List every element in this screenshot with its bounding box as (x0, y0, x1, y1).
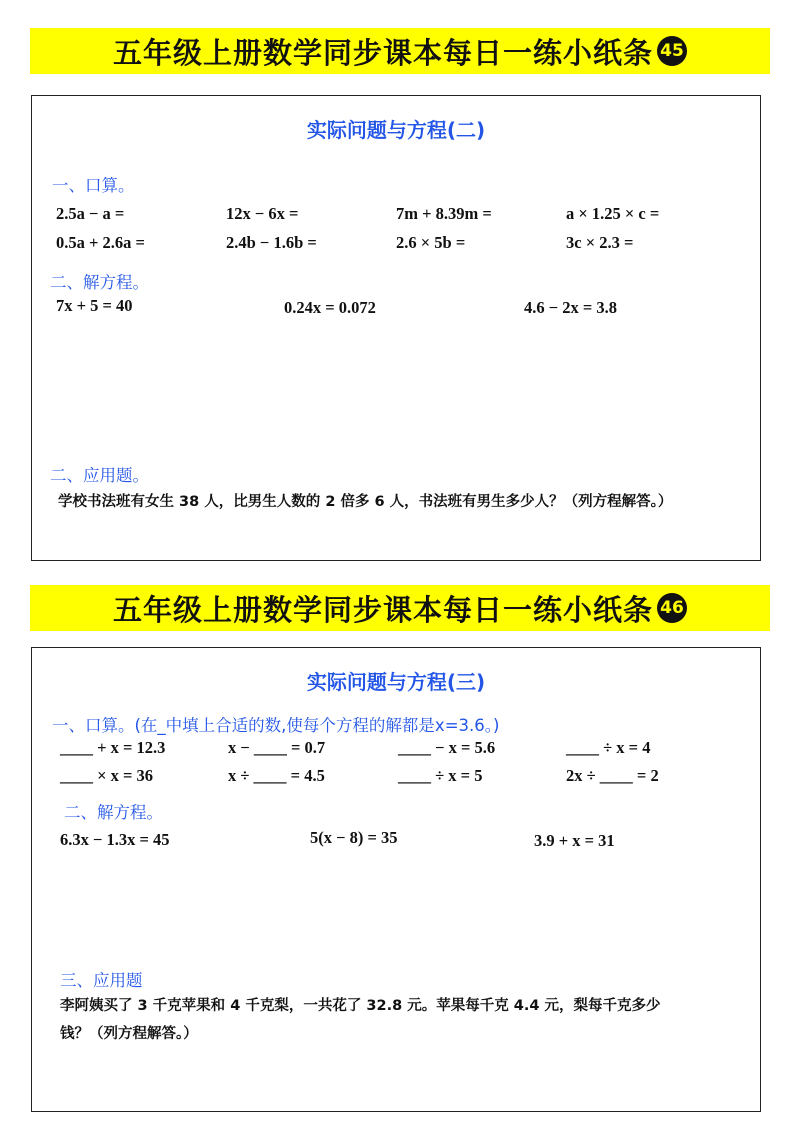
sheet1-banner-title: 五年级上册数学同步课本每日一练小纸条 (112, 35, 653, 70)
sheet1-card (31, 95, 761, 561)
sheet2-oral-item: ____ ÷ x = 5 (398, 766, 483, 785)
sheet2-card (31, 647, 761, 1112)
sheet1-oral-item: 7m + 8.39m = (396, 204, 492, 223)
sheet1-equation: 0.24x = 0.072 (284, 298, 376, 317)
sheet2-section-equation-title: 二、解方程。 (64, 803, 163, 822)
sheet2-equation: 3.9 + x = 31 (534, 831, 615, 850)
sheet2-word-problem-line: 钱？（列方程解答。） (60, 1026, 198, 1042)
sheet1-oral-item: 0.5a + 2.6a = (56, 233, 145, 252)
sheet2-oral-item: ____ + x = 12.3 (60, 738, 166, 757)
sheet1-oral-item: 2.6 × 5b = (396, 233, 466, 252)
sheet2-banner-title: 五年级上册数学同步课本每日一练小纸条 (112, 592, 653, 627)
sheet1-oral-item: 12x − 6x = (226, 204, 299, 223)
sheet2-banner (30, 585, 770, 631)
sheet2-oral-item: x − ____ = 0.7 (228, 738, 326, 757)
sheet1-section-word-problem-title: 二、应用题。 (50, 466, 149, 485)
sheet2-oral-item: ____ × x = 36 (60, 766, 154, 785)
sheet1-oral-item: 2.5a − a = (56, 204, 125, 223)
sheet1-section-oral-title: 一、口算。 (52, 176, 135, 195)
sheet2-section-oral-title: 一、口算。(在_中填上合适的数,使每个方程的解都是x=3.6。) (52, 716, 500, 735)
sheet2-word-problem-line: 李阿姨买了 3 千克苹果和 4 千克梨，一共花了 32.8 元。苹果每千克 4.4 元，梨每千克多少 (60, 998, 661, 1014)
sheet1-equation: 4.6 − 2x = 3.8 (524, 298, 618, 317)
sheet1-word-problem: 学校书法班有女生 38 人，比男生人数的 2 倍多 6 人，书法班有男生多少人？（列方程解答。） (58, 494, 673, 510)
sheet1-equation: 7x + 5 = 40 (56, 296, 133, 315)
sheet2-subtitle: 实际问题与方程(三) (306, 670, 486, 694)
sheet1-oral-item: a × 1.25 × c = (566, 204, 660, 223)
sheet2-oral-item: x ÷ ____ = 4.5 (228, 766, 325, 785)
sheet1-banner (30, 28, 770, 74)
sheet1-banner-number: 45 (657, 36, 687, 66)
sheet2-oral-item: ____ − x = 5.6 (398, 738, 496, 757)
sheet1-oral-item: 3c × 2.3 = (566, 233, 634, 252)
sheet1-subtitle: 实际问题与方程(二) (306, 118, 486, 142)
sheet2-equation: 5(x − 8) = 35 (310, 828, 398, 847)
sheet1-oral-item: 2.4b − 1.6b = (226, 233, 317, 252)
sheet2-banner-number: 46 (657, 593, 687, 623)
sheet2-equation: 6.3x − 1.3x = 45 (60, 830, 170, 849)
sheet1-section-equation-title: 二、解方程。 (50, 273, 149, 292)
sheet2-oral-item: ____ ÷ x = 4 (566, 738, 651, 757)
sheet2-section-word-problem-title: 三、应用题 (60, 971, 143, 990)
sheet2-oral-item: 2x ÷ ____ = 2 (566, 766, 659, 785)
